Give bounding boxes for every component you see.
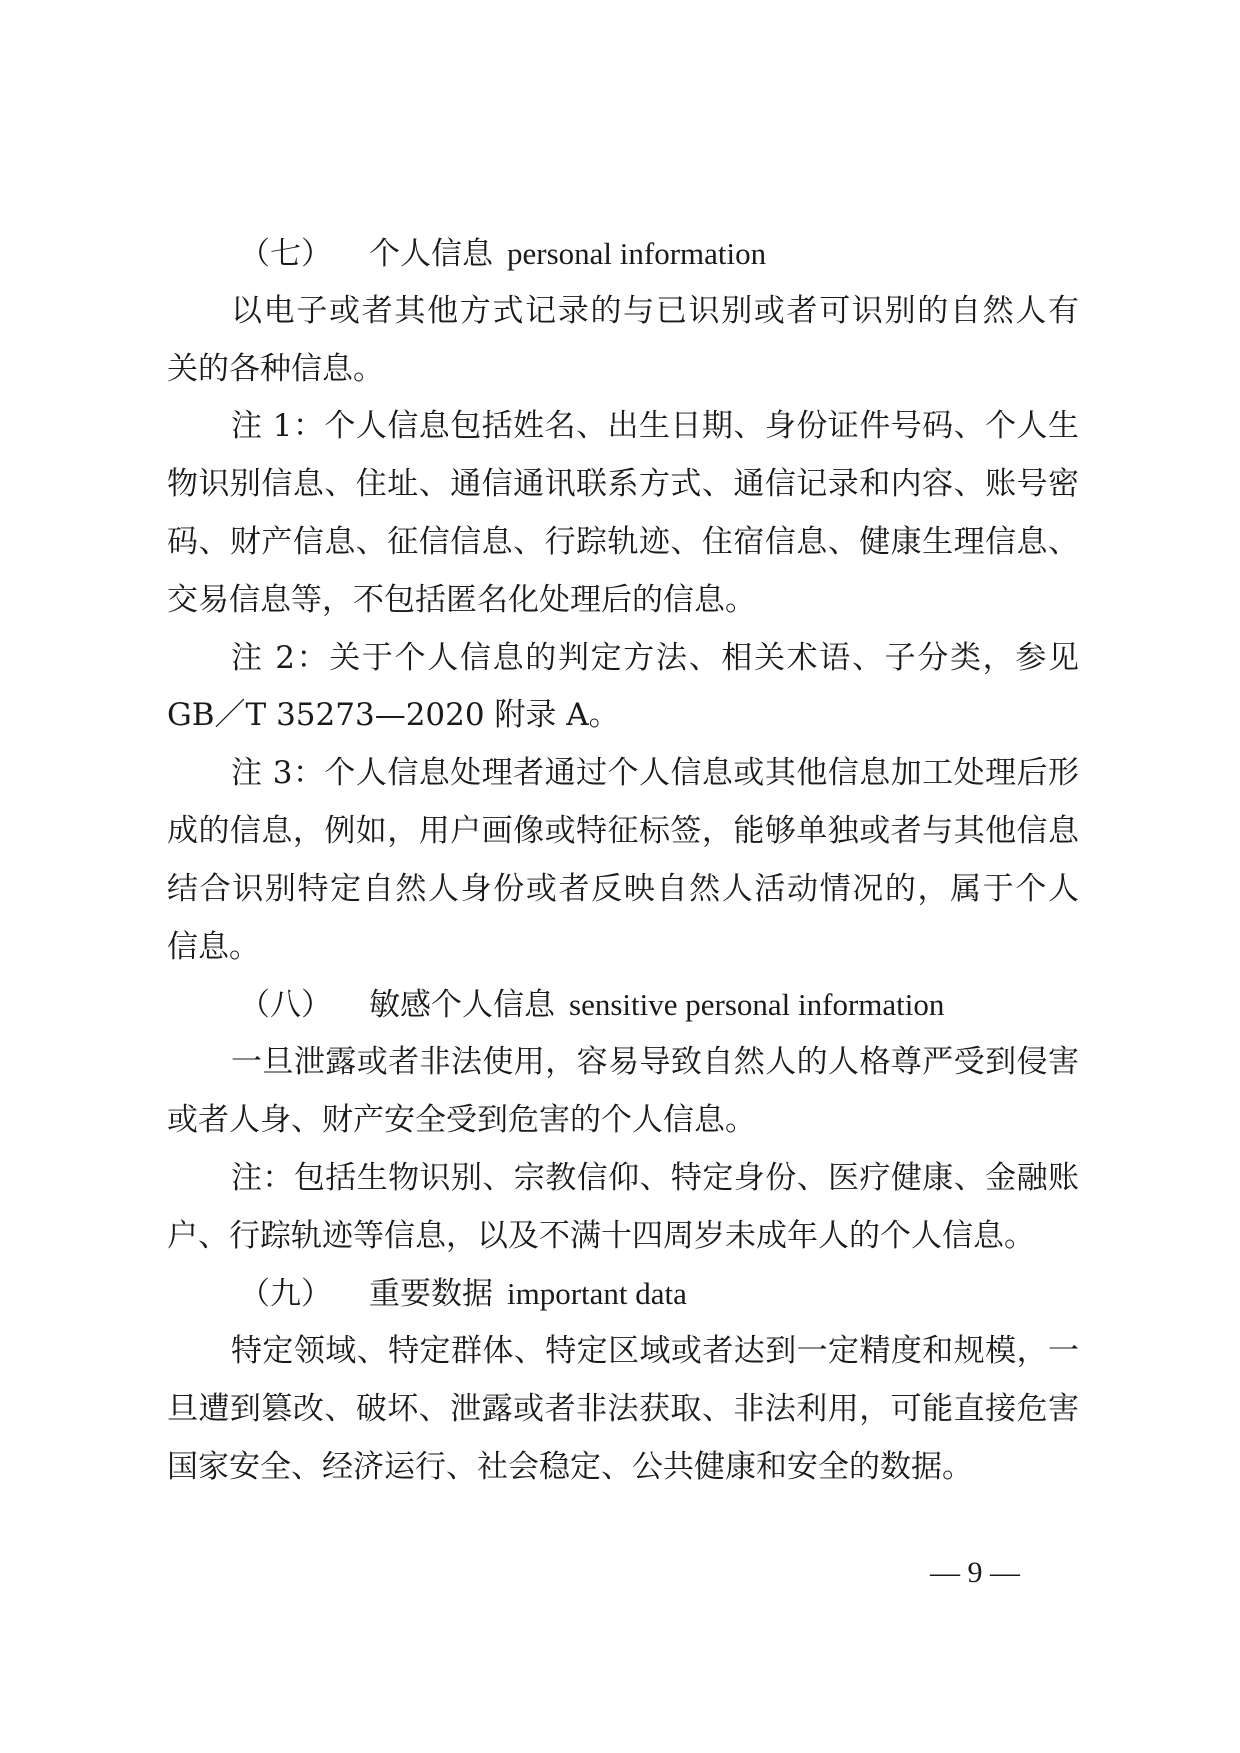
paragraph-line: 一旦泄露或者非法使用，容易导致自然人的人格尊严受到侵害 <box>231 1044 1079 1081</box>
note-line: 码、财产信息、征信信息、行踪轨迹、住宿信息、健康生理信息、 <box>167 523 1079 560</box>
section-heading <box>167 976 1079 1034</box>
section-title-en: important data <box>507 1276 687 1312</box>
note-line: 交易信息等，不包括匿名化处理后的信息。 <box>167 581 756 618</box>
note-line: 结合识别特定自然人身份或者反映自然人活动情况的，属于个人 <box>167 870 1079 907</box>
note-line: 物识别信息、住址、通信通讯联系方式、通信记录和内容、账号密 <box>167 466 1079 503</box>
section-title-en: personal information <box>507 236 767 271</box>
paragraph-line: 以电子或者其他方式记录的与已识别或者可识别的自然人有 <box>231 292 1079 329</box>
note-line: 注 1：个人信息包括姓名、出生日期、身份证件号码、个人生 <box>231 408 1079 445</box>
document-body <box>167 225 1079 1497</box>
section-heading <box>167 225 1079 283</box>
section-title-cn: 敏感个人信息 <box>369 987 555 1024</box>
section-title-en: sensitive personal information <box>569 987 945 1023</box>
paragraph-line: 特定领域、特定群体、特定区域或者达到一定精度和规模，一 <box>231 1333 1079 1370</box>
paragraph-line: 国家安全、经济运行、社会稳定、公共健康和安全的数据。 <box>167 1448 973 1485</box>
note-line: 注：包括生物识别、宗教信仰、特定身份、医疗健康、金融账 <box>231 1159 1079 1196</box>
note-line: GB／T 35273—2020 附录 A。 <box>167 697 620 734</box>
paragraph-line: 或者人身、财产安全受到危害的个人信息。 <box>167 1101 756 1138</box>
note-line: 信息。 <box>167 928 260 965</box>
section-number: （九） <box>239 1276 332 1313</box>
section-title-cn: 个人信息 <box>369 236 493 272</box>
note-line: 成的信息，例如，用户画像或特征标签，能够单独或者与其他信息 <box>167 812 1079 849</box>
note-line: 注 2：关于个人信息的判定方法、相关术语、子分类，参见 <box>231 639 1079 676</box>
paragraph-line: 旦遭到篡改、破坏、泄露或者非法获取、非法利用，可能直接危害 <box>167 1390 1079 1427</box>
section-title-cn: 重要数据 <box>369 1276 493 1313</box>
page-number: — 9 — <box>930 1556 1020 1589</box>
section-heading <box>167 1265 1079 1323</box>
section-number: （八） <box>239 987 332 1024</box>
section-number: （七） <box>239 236 332 272</box>
note-line: 注 3：个人信息处理者通过个人信息或其他信息加工处理后形 <box>231 755 1079 792</box>
paragraph-line: 关的各种信息。 <box>167 350 384 387</box>
note-line: 户、行踪轨迹等信息，以及不满十四周岁未成年人的个人信息。 <box>167 1217 1035 1254</box>
